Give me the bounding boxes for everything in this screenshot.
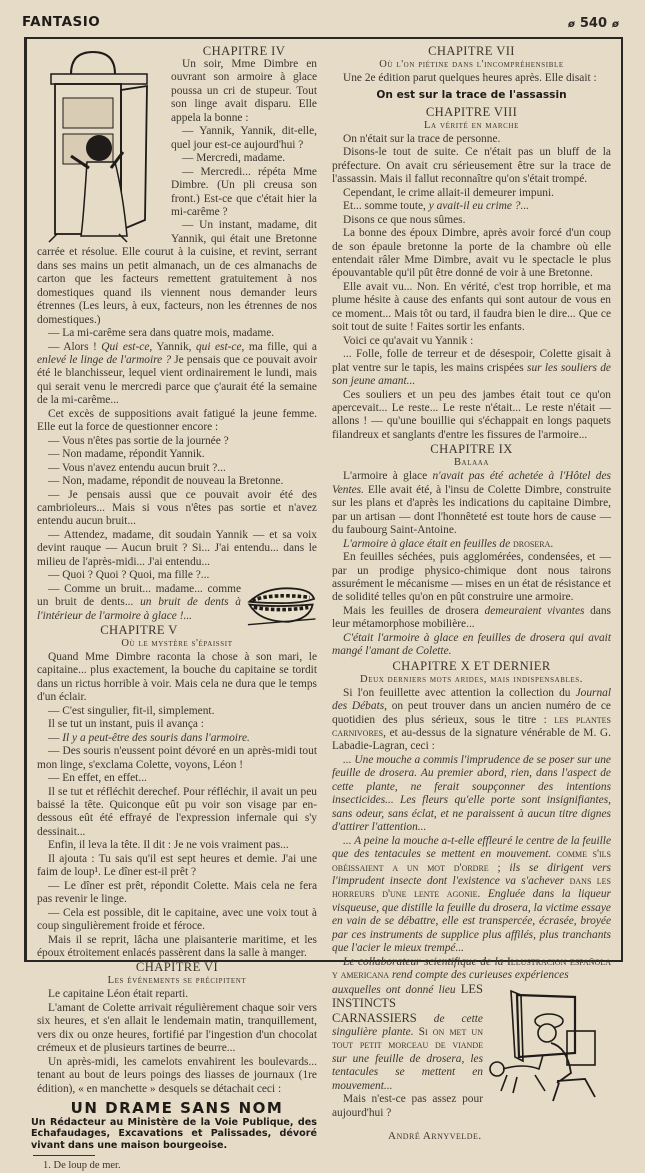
footnote: 1. De loup de mer. [43,1160,121,1172]
chapter-heading: CHAPITRE V [100,623,178,638]
text-run: Et... somme toute, [343,200,429,213]
text-run: Mais n'est-ce pas assez pour aujourd'hui ? [332,1093,483,1119]
small-caps-run: les plantes carnivores [332,713,611,740]
text-run: L'amant de Colette arrivait régulièrement chaque soir vers six heures, et s'en allait le lendemain matin, tranquillement, vers dix ou onze heures, fortifié par l'ingestion d'un chocolat crémeux et de plusieurs tartines de beurre... [37,1001,317,1055]
text-run: Ces souliers et un peu des jambes était tout ce qu'on apercevait... Le reste... Le reste n'était... Le reste n'était — allons ! — qu'une bouillie qui s'échappait en longs paquets filandreux et sanglants d'entre les fissures de l'armoire... [332,388,611,441]
text-run: Disons ce que nous sûmes. [343,213,466,226]
paragraph [37,880,317,907]
small-caps-run: dans les horreurs d'une lente agonie. [332,875,611,901]
text-run: ; [488,861,510,874]
paragraph [332,200,611,213]
text-run: Elle avait été, à l'insu de Colette Dimbre, construite sur les plans et d'après les indications du capitaine Dimbre, par un artisan — dont l'honnêteté est toute hors de cause — du faubourg Saint-Antoine. [332,483,611,537]
text-run: Si l'on feuillette avec attention la collection du [343,686,576,699]
text-run: Voici ce qu'avait vu Yannik : [343,334,474,347]
text-run: Mais il se reprit, lâcha une plaisanterie maritime, et les époux étroitement enlacés passèrent dans la salle à manger. [37,933,317,959]
newspaper-headline: UN DRAME SANS NOM [70,1099,284,1118]
paragraph [332,956,611,983]
paragraph [332,754,611,835]
text-run: — Le dîner est prêt, répondit Colette. Mais cela ne fera pas revenir le linge. [37,879,317,906]
text-run: — Mercredi... répéta Mme Dimbre. (Un pli creusa son front.) Est-ce que c'était hier la mi-carême ? [171,165,317,218]
text-run: Cependant, le crime allait-il demeurer impuni. [343,186,554,199]
text-run: , et au-dessus de la signature vénérable de M. G. Labadie-Lagran, ceci : [332,727,611,753]
paragraph [332,133,611,146]
italic-run: ils se dirigent vers l'imprudent insecte dont l'existence va s'achever [332,861,611,888]
caps-run: LES INSTINCTS CARNASSIERS [332,981,483,1025]
italic-run: enlevé le linge de l'armoire ? [37,353,172,366]
text-run: , ma fille, qui a [241,340,317,353]
paragraph [37,786,317,840]
paragraph [332,835,611,956]
italic-run: rend compte des curieuses expériences [391,969,569,982]
italic-run: ... A peine la mouche a-t-elle effleuré le centre de la feuille que des tentacules se mettent en mouvement. [332,834,611,861]
italic-run: L'armoire à glace était en feuilles de [343,537,513,550]
paragraph [37,705,317,718]
text-run: Mais les feuilles de drosera [343,604,485,617]
text-run: — Vous n'êtes pas sortie de la journée ? [48,434,229,447]
paragraph [37,448,317,461]
paragraph [37,934,317,961]
italic-run: de cette singulière plante. [332,1012,483,1038]
author-signature: André Arnyvelde. [388,1130,482,1143]
text-run: — Non madame, répondit Yannik. [48,448,205,461]
text-run: , on peut trouver dans un ancien numéro de ce quotidien des plus sérieux, sous le titre : [332,700,611,726]
text-run: En feuilles séchées, puis agglomérées, condensées, et — par un prodige physico-chimique dont nous tairons assurément le mécanisme — mises en un état de résistance et de solidité telles qu'on en pût construire une armoire. [332,551,611,604]
paragraph [332,227,611,281]
italic-run: auxquelles ont donné lieu [332,983,461,996]
paragraph [37,732,317,745]
text-run: La bonne des époux Dimbre, après avoir forcé d'un coup de son épaule bretonne la porte de la chambre où elle entendait râler Mme Dimbre, avait vu le spectacle le plus épouvantable qu'il pût être donné de voir à une Bretonne. [332,227,611,280]
text-run: — En effet, en effet... [48,772,147,785]
text-run: — Comme un bruit... madame... comme un bruit de dents... [37,582,241,609]
paragraph [37,839,317,852]
small-caps-run: Si on met un tout petit morceau de viande [332,1026,483,1052]
text-run: Un soir, Mme Dimbre en ouvrant son armoire à glace poussa un cri de stupeur. Tout son linge avait disparu. Elle appela la bonne : [171,58,317,124]
small-caps-run: comme s'ils obéissaient a un mot d'ordre [332,848,612,874]
paragraph [332,72,611,85]
paragraph [332,348,611,388]
paragraph [37,651,317,705]
text-run: — Un instant, madame, dit Yannik, qui était une Bretonne carrée et résolue. Elle courut à la cuisine, et revint, serrant dans ses mains un petit almanach, un de ces almanachs de carton que les facteurs remettent gratuitement à nos domestiques quand ils viennent nous demander leurs étrennes (Les leurs, à eux, facteurs, non les étrennes de nos domestiques.) [37,219,317,326]
text-run: Disons-le tout de suite. Ce n'était pas un bluff de la préfecture. On avait cru sérieusement être sur la trace de l'assassin. Mais il fallut reconnaître qu'on s'était trompé. [332,146,611,186]
text-run: Elle avait vu... Non. En vérité, c'est trop horrible, et ma plume hésite à cause des enfants qui sont autour de vous en ce moment... Mais tôt ou tard, il faudra bien le dire... Que ce soit tout de suite ! Faites sortir les enfants. [332,280,611,334]
text-run: On n'était sur la trace de personne. [343,132,501,145]
courier-dog-illustration-icon [487,983,611,1105]
paragraph [37,1002,317,1056]
text-run [480,888,488,900]
paragraph [37,745,317,772]
chapter-subtitle: Balaaa [453,457,490,469]
italic-run: qui est-ce [195,340,242,353]
paragraph [332,551,611,605]
left-column [31,44,317,1173]
paragraph [37,475,317,488]
paragraph [332,214,611,227]
text-run: Une 2e édition parut quelques heures après. Elle disait : [343,72,597,84]
italic-run: n'avait pas été achetée à l'Hôtel des Ventes. [332,470,611,496]
ornament-right-icon: ø [612,19,619,30]
chapter-subtitle: Deux derniers mots arides, mais indispensables. [360,673,583,685]
newspaper-subheadline: Un Rédacteur au Ministère de la Voie Publique, des Echafaudages, Excavations et Palissades, dévoré vivant dans une maison bourgeoise. [31,1116,317,1151]
text-run: — Attendez, madame, dit soudain Yannik — et sa voix devint rauque — Aucun bruit ? Si... J'ai entendu... dans le milieu de l'après-midi... J'ai entendu... [37,528,317,568]
text-run: — Je pensais aussi que ce pouvait avoir été des cambrioleurs... Mais si vous n'êtes pas sortie et n'avez entendu aucun bruit... [37,488,317,528]
footnote-divider [33,1155,95,1156]
text-run: Il se tut un instant, puis il avança : [48,718,204,731]
paragraph [37,341,317,408]
paragraph [37,408,317,435]
text-run: — La mi-carême sera dans quatre mois, madame. [48,327,275,340]
italic-run: Qui est-ce [101,340,150,353]
italic-run: C'était l'armoire à glace en feuilles de drosera qui avait mangé l'amant de Colette. [332,631,611,658]
chapter-subtitle: Où l'on piétine dans l'incompréhensible [379,59,564,70]
text-run: — Non, madame, répondit de nouveau la Bretonne. [48,475,284,488]
text-run: — Vous n'avez entendu aucun bruit ?... [48,461,226,474]
ornament-left-icon: ø [568,19,575,30]
italic-run: un bruit de dents à l'intérieur de l'armoire à glace !... [37,596,241,622]
chapter-subtitle: La vérité en marche [424,119,519,131]
chapter-heading: CHAPITRE VI [135,960,219,975]
text-run: Il ajouta : Tu sais qu'il est sept heures et demie. J'ai une faim de loup¹. Le dîner est-il prêt ? [37,852,317,879]
text-run: — Mercredi, madame. [182,152,286,165]
italic-run: Le collaborateur scientifique de la [343,955,508,968]
text-run: Je pensais que ce pouvait avoir été le blanchisseur, lequel vient ordinairement le lundi, mais qui serait venu le mercredi parce que ç'aurait été la semaine de la mi-carême... [37,353,317,407]
teeth-illustration-icon [245,583,317,629]
paragraph [332,146,611,186]
small-caps-run: Illustracion española y americana [332,955,611,982]
page-number-value: 540 [579,16,608,31]
chapter-subtitle: Où le mystère s'épaissit [121,638,233,650]
magazine-title: FANTASIO [22,14,101,30]
paragraph [332,538,611,551]
chapter-heading: CHAPITRE X ET DERNIER [392,658,551,673]
chapter-subtitle: Les événements se précipitent [107,975,247,987]
paragraph [332,687,611,754]
text-run: Enfin, il leva la tête. Il dit : Je ne vois vraiment pas... [48,839,289,852]
paragraph [332,187,611,200]
wardrobe-illustration-icon [31,44,167,244]
text-run: , Yannik, [149,340,196,353]
paragraph [37,718,317,731]
text-run: Cet excès de suppositions avait fatigué la jeune femme. Elle eut la force de questionner encore : [37,407,317,434]
chapter-heading: CHAPITRE VII [428,44,515,58]
paragraph [332,470,611,537]
paragraph [37,489,317,529]
paragraph [37,988,317,1001]
text-run: — C'est singulier, fit-il, simplement. [48,704,215,717]
paragraph [332,605,611,632]
paragraph [37,907,317,934]
italic-run: sur les souliers de son jeune amant... [332,361,611,388]
right-column [332,44,611,1144]
italic-run: Engluée dans la liqueur visqueuse, que distille la feuille du drosera, la victime essaye en vain de se débattre, elle est transpercée, écrasée, broyée par ces instruments de supplice plus affilés, plus tranchants que l'acier le mieux trempé... [332,888,611,955]
paragraph [37,772,317,785]
paragraph [332,335,611,348]
newspaper-headline: On est sur la trace de l'assassin [376,89,567,102]
text-run: — Cela est possible, dit le capitaine, avec une voix tout à coup singulièrement froide et féroce. [37,906,317,933]
text-run: — Yannik, Yannik, dit-elle, quel jour est-ce aujourd'hui ? [171,125,317,151]
small-caps-run: drosera. [513,537,554,550]
italic-run: Journal des Débats [332,686,611,713]
paragraph [332,632,611,659]
paragraph [37,462,317,475]
text-run: — [48,731,63,744]
text-run: Il se tut et réfléchit derechef. Pour réfléchir, il avait un peu baissé la tête. Quiconque eût pu voir son visage par en-dessous eût été effrayé de l'expression infernale qui s'y dessinait... [37,785,317,838]
text-run: — Quoi ? Quoi ? Quoi, ma fille ?... [48,569,210,582]
chapter-heading: CHAPITRE IX [430,442,513,457]
paragraph [332,281,611,335]
text-run: — Des souris n'eussent point dévoré en un après-midi tout mon linge, s'exclama Colette, voyons, Léon ! [37,745,317,771]
italic-run: sur une feuille de drosera, les tentacules se mettent en mouvement... [332,1052,483,1092]
text-run: Un après-midi, les camelots envahirent les boulevards... tenant au bout de leurs poings des liasses de journaux (1re édition), « en manchette » desquels se détachait ceci : [37,1055,317,1095]
text-run: — Alors ! [48,340,102,353]
text-run: dans leur métamorphose mobilière... [332,604,611,631]
text-run: Quand Mme Dimbre raconta la chose à son mari, le capitaine... plus exactement, la bouche du capitaine se tordit dans un rictus horrible à voir. Mais cela ne dura que le temps d'un éclair. [37,651,317,704]
italic-run: ... Une mouche a commis l'imprudence de se poser sur une feuille de drosera. Au premier abord, rien, dans l'aspect de cette plante, ne ferait soupçonner des intentions insecticides... Les fleurs qu'elle porte sont insignifiantes, sans odeur, sans éclat, et ne paraissent à aucun titre dignes d'attirer l'attention... [332,753,611,834]
paragraph [37,435,317,448]
text-run: L'armoire à glace [343,470,433,483]
chapter-heading: CHAPITRE IV [202,44,286,58]
paragraph [37,1056,317,1096]
paragraph [37,853,317,880]
paragraph [37,529,317,569]
text-run: Le capitaine Léon était reparti. [48,988,189,1001]
italic-run: demeuraient vivantes [484,604,585,617]
paragraph [332,389,611,443]
italic-run: Il y a peut-être des souris dans l'armoire. [62,731,250,744]
chapter-heading: CHAPITRE VIII [425,104,518,119]
page-number [563,16,624,31]
text-run: ... Folle, folle de terreur et de désespoir, Colette gisait à plat ventre sur le tapis, les mains crispées [332,348,611,374]
paragraph [37,569,317,582]
paragraph [37,327,317,340]
italic-run: y avait-il eu crime ?... [428,200,530,213]
text-run [417,1013,434,1025]
